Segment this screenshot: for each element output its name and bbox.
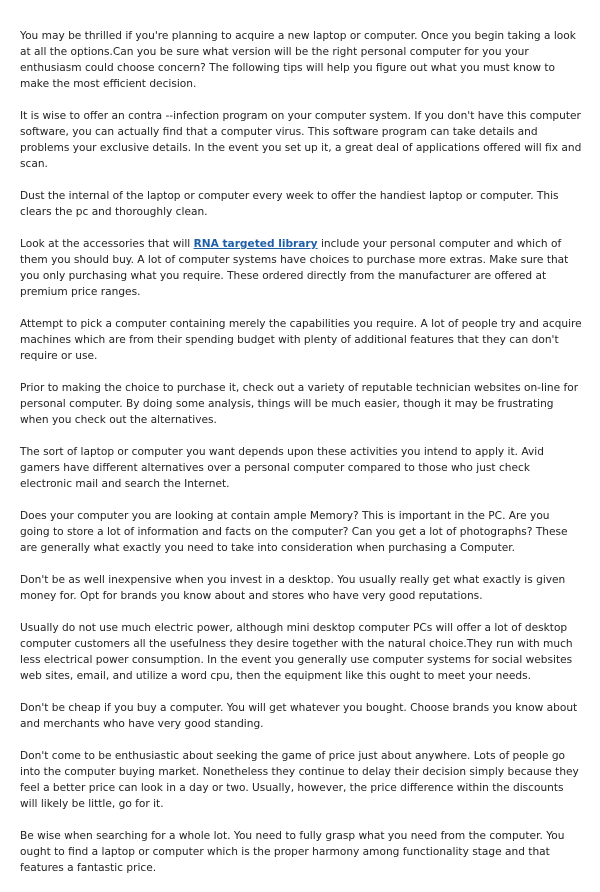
rna-targeted-library-link[interactable]: RNA targeted library — [193, 238, 318, 250]
paragraph-accessories-after: include your personal computer and which of them you should buy. A lot of computer systems have choices to purchase more extras. Make sure that you only purchasing what you require. These ordered directly from the manufacturer are offered at premium price ranges. — [20, 238, 569, 298]
paragraph-accessories-before: Look at the accessories that will — [20, 238, 194, 250]
paragraph-gamers: The sort of laptop or computer you want depends upon these activities you intend to apply it. Avid gamers have different alternatives over a personal computer compared to those who just check electronic mail and search the Internet. — [20, 446, 544, 490]
paragraph-research: Prior to making the choice to purchase it, check out a variety of reputable technician websites on-line for personal computer. By doing some analysis, things will be much easier, though it may be frustrating when you check out the alternatives. — [20, 382, 579, 426]
paragraph-wise: Be wise when searching for a whole lot. You need to fully grasp what you need from the computer. You ought to find a laptop or computer which is the proper harmony among functionality stage and that features a fantastic price. — [20, 830, 565, 874]
paragraph-cheap: Don't be cheap if you buy a computer. You will get whatever you bought. Choose brands you know about and merchants who have very good standing. — [20, 702, 578, 730]
paragraph-intro: You may be thrilled if you're planning to acquire a new laptop or computer. Once you begin taking a look at all the options.Can you be sure what version will be the right personal computer for you your enthusiasm could choose concern? The following tips will help you figure out what you must know to make the most efficient decision. — [20, 30, 576, 90]
paragraph-inexpensive: Don't be as well inexpensive when you invest in a desktop. You usually really get what exactly is given money for. Opt for brands you know about and stores who have very good reputations. — [20, 574, 566, 602]
paragraph-memory: Does your computer you are looking at contain ample Memory? This is important in the PC. Are you going to store a lot of information and facts on the computer? Can you get a lot of photographs? These are generally what exactly you need to take into consideration when purchasing a Computer. — [20, 510, 568, 554]
paragraph-antivirus: It is wise to offer an contra --infection program on your computer system. If you don't have this computer software, you can actually find that a computer virus. This software program can take details and problems your exclusive details. In the event you set up it, a great deal of applications offered will fix and scan. — [20, 110, 582, 170]
paragraph-dust: Dust the internal of the laptop or computer every week to offer the handiest laptop or computer. This clears the pc and thoroughly clean. — [20, 190, 559, 218]
paragraph-capabilities: Attempt to pick a computer containing merely the capabilities you require. A lot of people try and acquire machines which are from their spending budget with plenty of additional features that they can don't require or use. — [20, 318, 582, 362]
paragraph-mini-desktop: Usually do not use much electric power, although mini desktop computer PCs will offer a lot of desktop computer customers all the usefulness they desire together with the natural choice.They run with much less electrical power consumption. In the event you generally use computer systems for social websites web sites, email, and utilize a word cpu, then the equipment like this ought to meet your needs. — [20, 622, 573, 682]
paragraph-price-game: Don't come to be enthusiastic about seeking the game of price just about anywhere. Lots of people go into the computer buying market. Nonetheless they continue to delay their decision simply because they feel a better price can look in a day or two. Usually, however, the price difference within the discounts will likely be little, go for it. — [20, 750, 579, 810]
paragraph-accessories — [20, 236, 582, 300]
article-body — [20, 28, 582, 892]
